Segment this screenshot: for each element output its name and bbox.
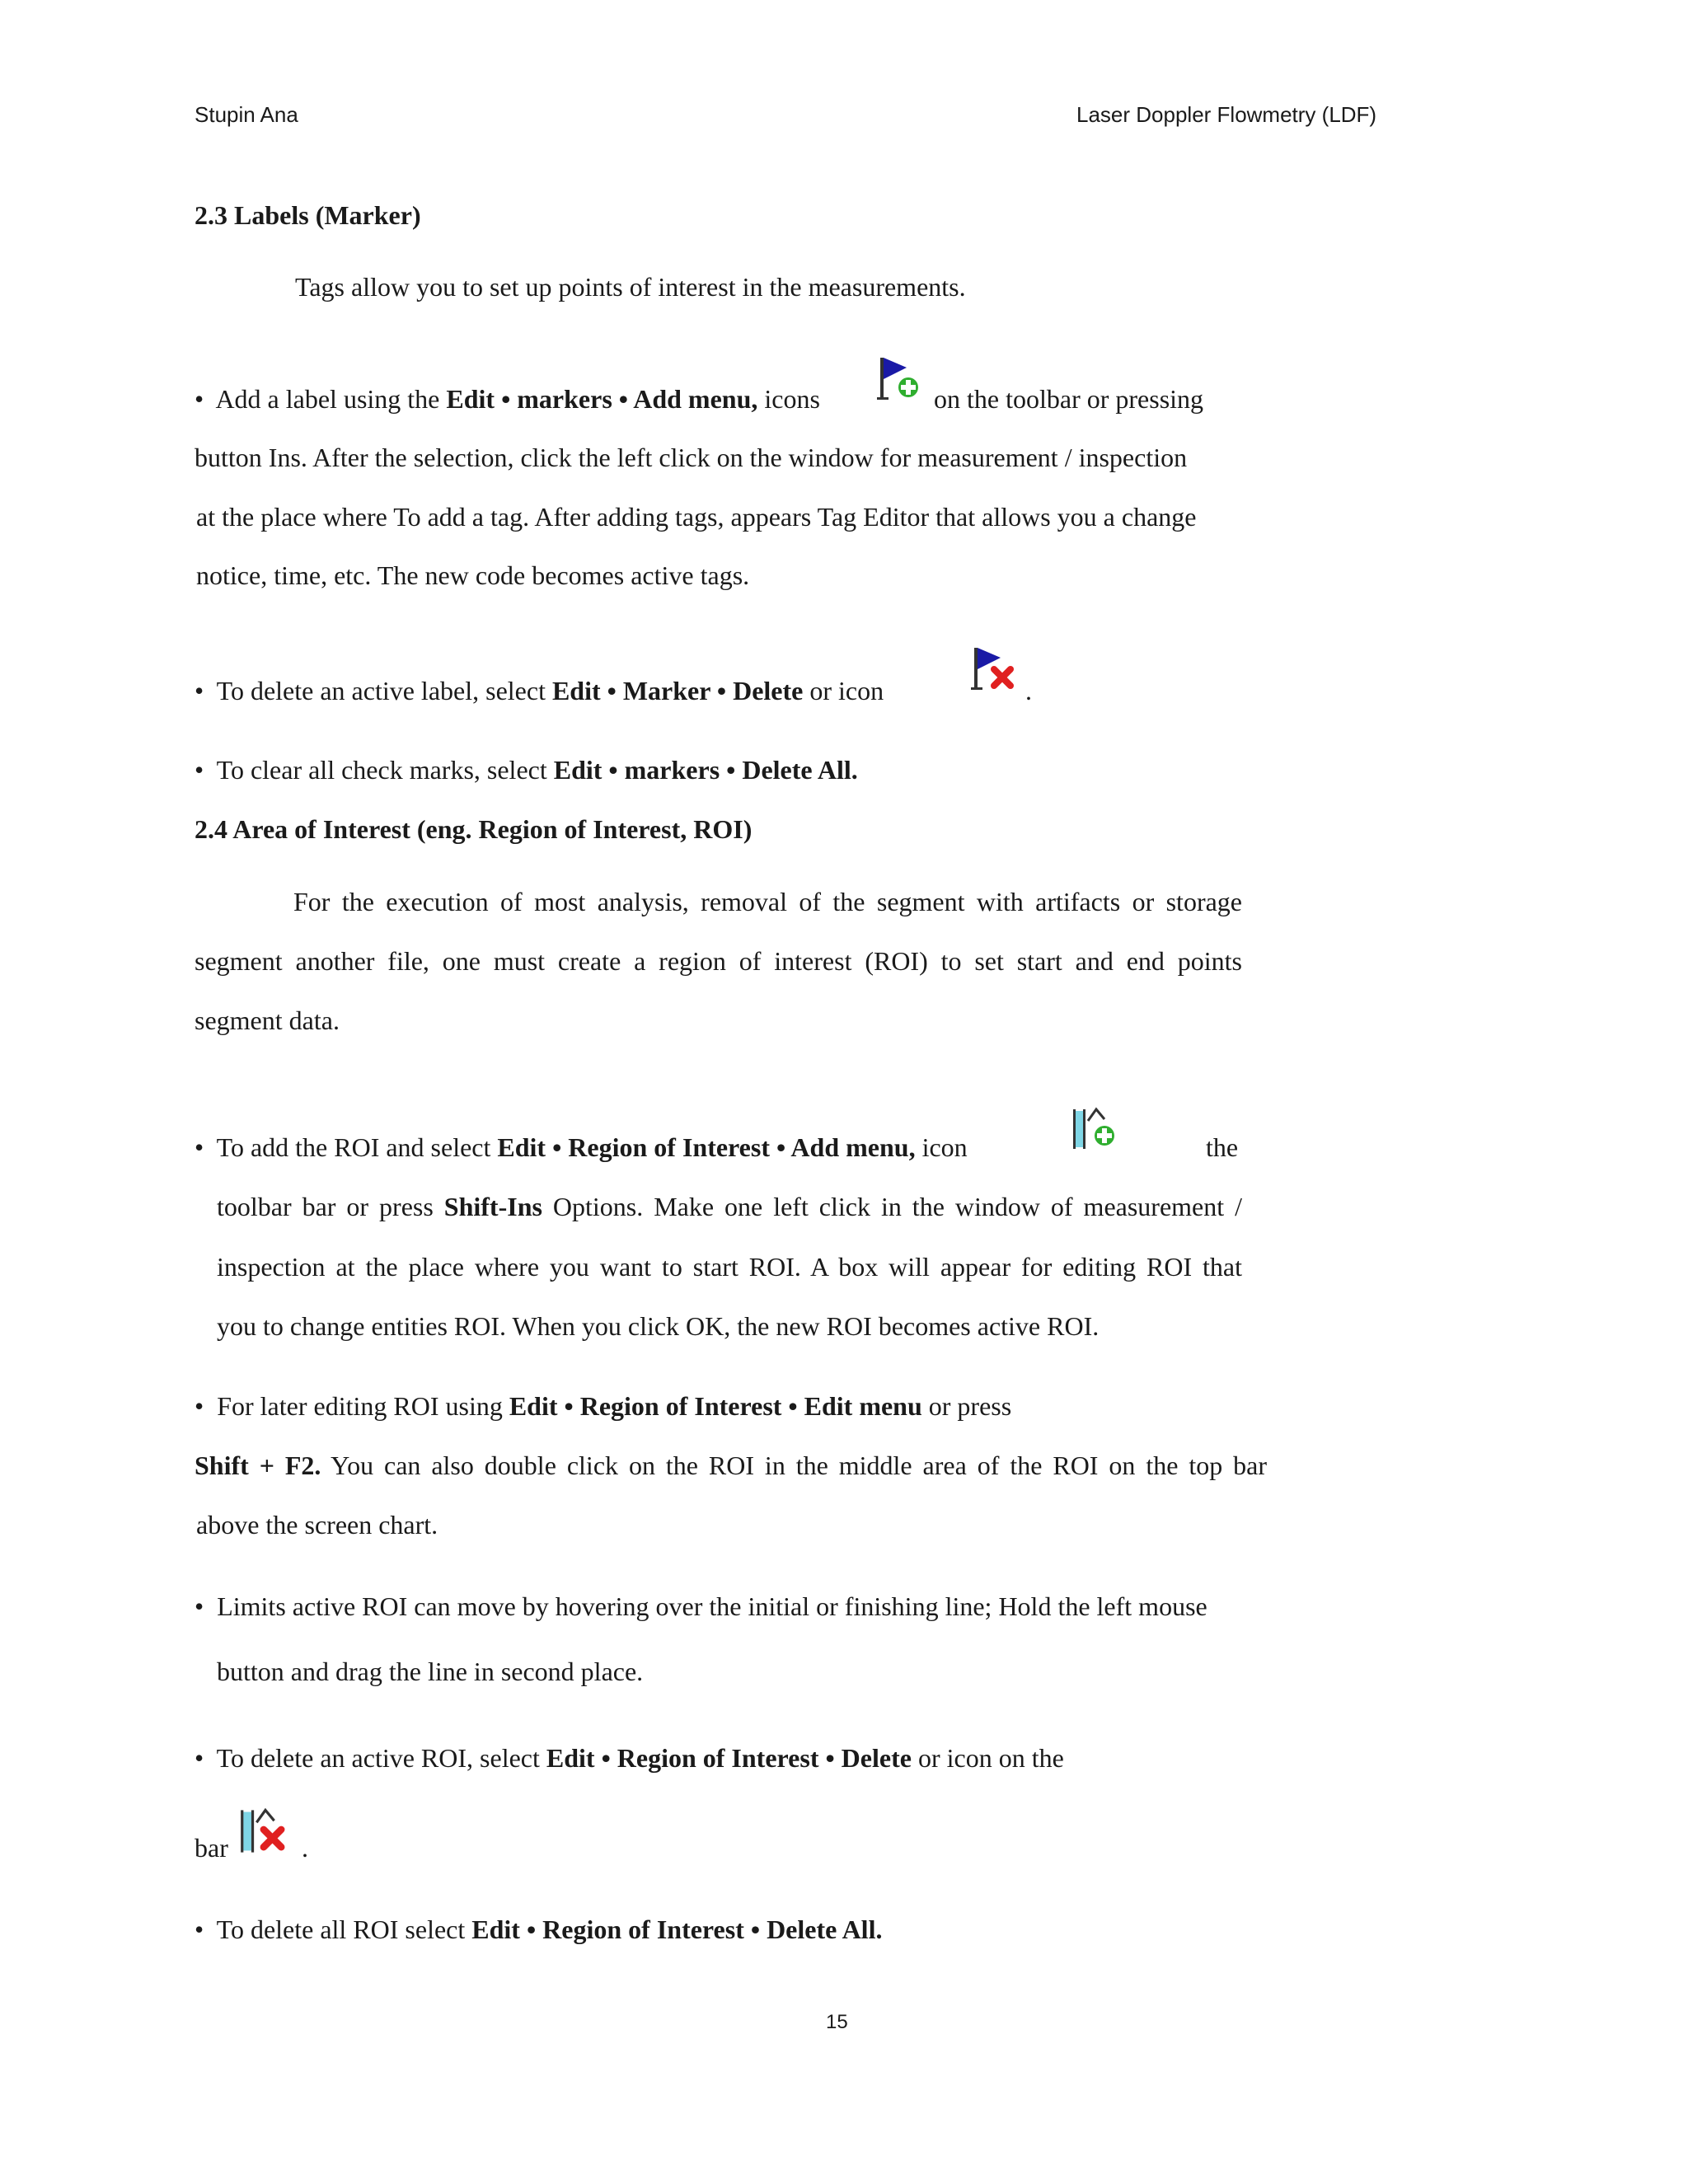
bullet: •	[195, 1132, 204, 1162]
text: To delete all ROI select	[216, 1915, 472, 1944]
labels-delete-item	[195, 677, 884, 704]
text: icon	[915, 1132, 968, 1162]
text: toolbar bar or press	[217, 1192, 444, 1221]
bullet: •	[195, 1591, 204, 1621]
roi-add-item-line2	[217, 1193, 1242, 1220]
shortcut: Shift + F2.	[195, 1451, 321, 1480]
labels-intro: Tags allow you to set up points of interest in the measurements.	[295, 272, 966, 302]
roi-add-item-line3: inspection at the place where you want to start ROI. A box will appear for editing ROI that	[217, 1252, 1242, 1282]
roi-intro-line1: For the execution of most analysis, removal of the segment with artifacts or storage	[293, 887, 1242, 916]
labels-clear-item	[195, 757, 858, 783]
roi-intro-line2: segment another file, one must create a region of interest (ROI) to set start and end points	[195, 946, 1242, 976]
bullet: •	[195, 755, 204, 785]
roi-edit-item-line1	[195, 1393, 1011, 1419]
text: Options. Make one left click in the window of measurement /	[542, 1192, 1243, 1221]
bullet: •	[195, 384, 204, 414]
labels-add-item-line3: at the place where To add a tag. After adding tags, appears Tag Editor that allows you a change	[196, 502, 1197, 532]
text: To delete an active label, select	[216, 676, 552, 705]
labels-add-item-line2: button Ins. After the selection, click the left click on the window for measurement / inspection	[195, 443, 1188, 472]
labels-add-item-line1	[195, 386, 820, 412]
text: Add a label using the	[215, 384, 447, 414]
text: or icon	[803, 676, 884, 705]
roi-add-icon	[1071, 1104, 1121, 1154]
flag-delete-icon	[969, 643, 1022, 696]
roi-delete-item-line1	[195, 1745, 1064, 1771]
flag-add-icon	[875, 353, 928, 405]
roi-edit-item-line3: above the screen chart.	[196, 1510, 438, 1540]
header-author: Stupin Ana	[195, 102, 298, 127]
text: You can also double click on the ROI in the middle area of the ROI on the top bar	[321, 1451, 1268, 1480]
roi-add-item-line4: you to change entities ROI. When you click OK, the new ROI becomes active ROI.	[217, 1311, 1100, 1341]
bullet: •	[195, 1391, 204, 1421]
roi-delete-icon	[239, 1805, 292, 1858]
labels-add-item-line4: notice, time, etc. The new code becomes active tags.	[196, 560, 750, 590]
menu-path: Edit • Region of Interest • Edit menu	[509, 1391, 922, 1421]
menu-path: Edit • Region of Interest • Add menu,	[497, 1132, 916, 1162]
text: Limits active ROI can move by hovering over the initial or finishing line; Hold the left mouse	[217, 1591, 1207, 1621]
text: or icon on the	[911, 1743, 1064, 1773]
menu-path: Edit • markers • Add menu,	[446, 384, 758, 414]
menu-path: Edit • Marker • Delete	[551, 676, 804, 705]
roi-limits-item-line2: button and drag the line in second place.	[217, 1657, 644, 1686]
roi-add-item-line1-end: the	[1206, 1132, 1239, 1162]
roi-add-item-line1	[195, 1134, 968, 1160]
roi-intro-line3: segment data.	[195, 1005, 340, 1035]
text: icons	[757, 384, 820, 414]
page-number: 15	[826, 2011, 848, 2033]
labels-delete-item-end: .	[1025, 676, 1032, 705]
roi-delete-item-line2-end: .	[302, 1833, 308, 1863]
section-heading-roi: 2.4 Area of Interest (eng. Region of Interest, ROI)	[195, 814, 753, 844]
text: For later editing ROI using	[217, 1391, 509, 1421]
bullet: •	[195, 676, 204, 705]
menu-path: Edit • Region of Interest • Delete All.	[471, 1915, 883, 1944]
roi-delete-all-item	[195, 1916, 882, 1943]
roi-edit-item-line2	[195, 1452, 1267, 1479]
text: To clear all check marks, select	[216, 755, 554, 785]
menu-path: Edit • markers • Delete All.	[553, 755, 858, 785]
roi-delete-item-line2-start: bar	[195, 1833, 228, 1863]
labels-add-item-line1-end: on the toolbar or pressing	[934, 384, 1204, 414]
text: or press	[921, 1391, 1012, 1421]
menu-path: Edit • Region of Interest • Delete	[546, 1743, 912, 1773]
text: To add the ROI and select	[216, 1132, 498, 1162]
shortcut: Shift-Ins	[443, 1192, 542, 1221]
section-heading-labels: 2.3 Labels (Marker)	[195, 200, 421, 230]
text: To delete an active ROI, select	[216, 1743, 546, 1773]
bullet: •	[195, 1915, 204, 1944]
header-title: Laser Doppler Flowmetry (LDF)	[1076, 102, 1377, 127]
bullet: •	[195, 1743, 204, 1773]
roi-limits-item-line1	[195, 1593, 1207, 1619]
